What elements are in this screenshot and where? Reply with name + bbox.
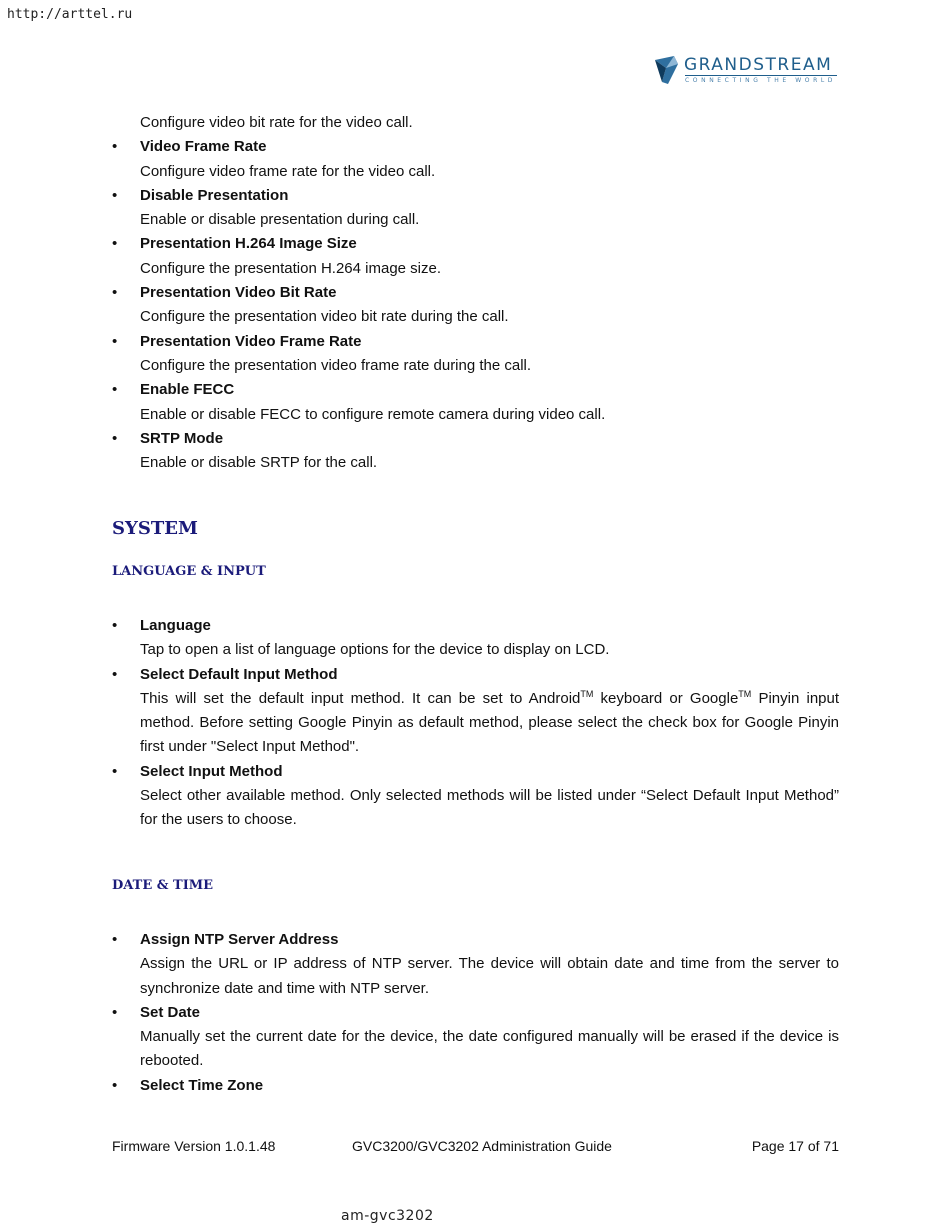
item-desc: Assign the URL or IP address of NTP server. The device will obtain date and time from the server to synchronize date and time with NTP server.	[140, 955, 839, 997]
bullet-icon	[112, 427, 122, 451]
item-desc: Tap to open a list of language options for the device to display on LCD.	[140, 641, 610, 659]
page-footer	[112, 1138, 839, 1158]
trademark-mark: TM	[580, 688, 594, 699]
bullet-icon	[112, 663, 122, 687]
list-item	[112, 135, 839, 184]
list-item	[112, 928, 839, 1001]
item-title: Select Time Zone	[140, 1076, 264, 1094]
bullet-icon	[112, 760, 122, 784]
page-content	[112, 111, 840, 1094]
grandstream-logo	[652, 54, 842, 88]
list-item	[112, 1001, 839, 1074]
list-item	[112, 614, 839, 663]
list-item	[112, 232, 839, 281]
item-title: Presentation H.264 Image Size	[140, 235, 357, 253]
list-item	[112, 378, 839, 427]
bullet-icon	[112, 1074, 122, 1098]
item-desc: Enable or disable presentation during call.	[140, 211, 420, 229]
item-desc: Enable or disable SRTP for the call.	[140, 454, 378, 472]
item-title: Language	[140, 617, 211, 634]
bullet-icon	[112, 330, 122, 354]
item-title: Video Frame Rate	[140, 138, 267, 156]
item-desc: Configure the presentation H.264 image size.	[140, 259, 442, 277]
item-title: Presentation Video Frame Rate	[140, 332, 362, 350]
bullet-icon	[112, 378, 122, 402]
subsection-heading-date-time: DATE & TIME	[112, 878, 214, 893]
bullet-icon	[112, 232, 122, 256]
list-item	[112, 330, 839, 379]
footer-page-number: Page 17 of 71	[751, 1138, 839, 1154]
call-settings-list	[112, 135, 839, 475]
list-item	[112, 281, 839, 330]
bullet-icon	[112, 184, 122, 208]
list-item	[112, 427, 839, 476]
item-title: SRTP Mode	[140, 429, 224, 447]
list-item	[112, 760, 839, 833]
bullet-icon	[112, 281, 122, 305]
bullet-icon	[112, 614, 122, 638]
item-desc: Configure the presentation video frame rate during the call.	[140, 356, 532, 374]
intro-line: Configure video bit rate for the video call.	[140, 114, 413, 131]
trademark-mark: TM	[738, 688, 752, 699]
item-title: Set Date	[140, 1003, 201, 1021]
footer-firmware-version: Firmware Version 1.0.1.48	[112, 1138, 276, 1154]
item-title: Assign NTP Server Address	[140, 931, 339, 948]
date-time-list	[112, 928, 839, 1098]
item-title: Presentation Video Bit Rate	[140, 284, 337, 302]
document-code: am-gvc3202	[341, 1208, 434, 1224]
footer-guide-title: GVC3200/GVC3202 Administration Guide	[352, 1138, 612, 1154]
list-item	[112, 1074, 839, 1098]
section-heading-system: SYSTEM	[112, 518, 198, 539]
grandstream-logo-icon	[652, 54, 680, 86]
bullet-icon	[112, 1001, 122, 1025]
language-input-list	[112, 614, 839, 833]
item-title: Select Input Method	[140, 762, 283, 780]
item-desc: Manually set the current date for the device, the date configured manually will be erased if the device is rebooted.	[140, 1028, 839, 1070]
item-desc: Select other available method. Only selected methods will be listed under “Select Default Input Method” for the users to choose.	[140, 787, 839, 829]
list-item	[112, 663, 839, 760]
item-title: Select Default Input Method	[140, 665, 338, 683]
item-title: Disable Presentation	[140, 186, 289, 204]
item-desc: Configure video frame rate for the video call.	[140, 162, 436, 180]
item-title: Enable FECC	[140, 381, 235, 399]
bullet-icon	[112, 135, 122, 159]
subsection-heading-language-input: LANGUAGE & INPUT	[112, 564, 266, 579]
list-item	[112, 184, 839, 233]
bullet-icon	[112, 928, 122, 952]
logo-tagline: CONNECTING THE WORLD	[685, 77, 837, 84]
item-desc: Enable or disable FECC to configure remote camera during video call.	[140, 405, 606, 423]
site-url-link[interactable]: http://arttel.ru	[7, 7, 133, 22]
logo-wordmark: GRANDSTREAM	[684, 55, 833, 75]
item-desc: This will set the default input method. It can be set to Android™ keyboard or Google™ Pinyin input method. Before setting Google Pinyin as default method, please select the check box for Google Pinyin first under "Select Input Method".	[140, 688, 840, 756]
item-desc: Configure the presentation video bit rate during the call.	[140, 308, 509, 326]
